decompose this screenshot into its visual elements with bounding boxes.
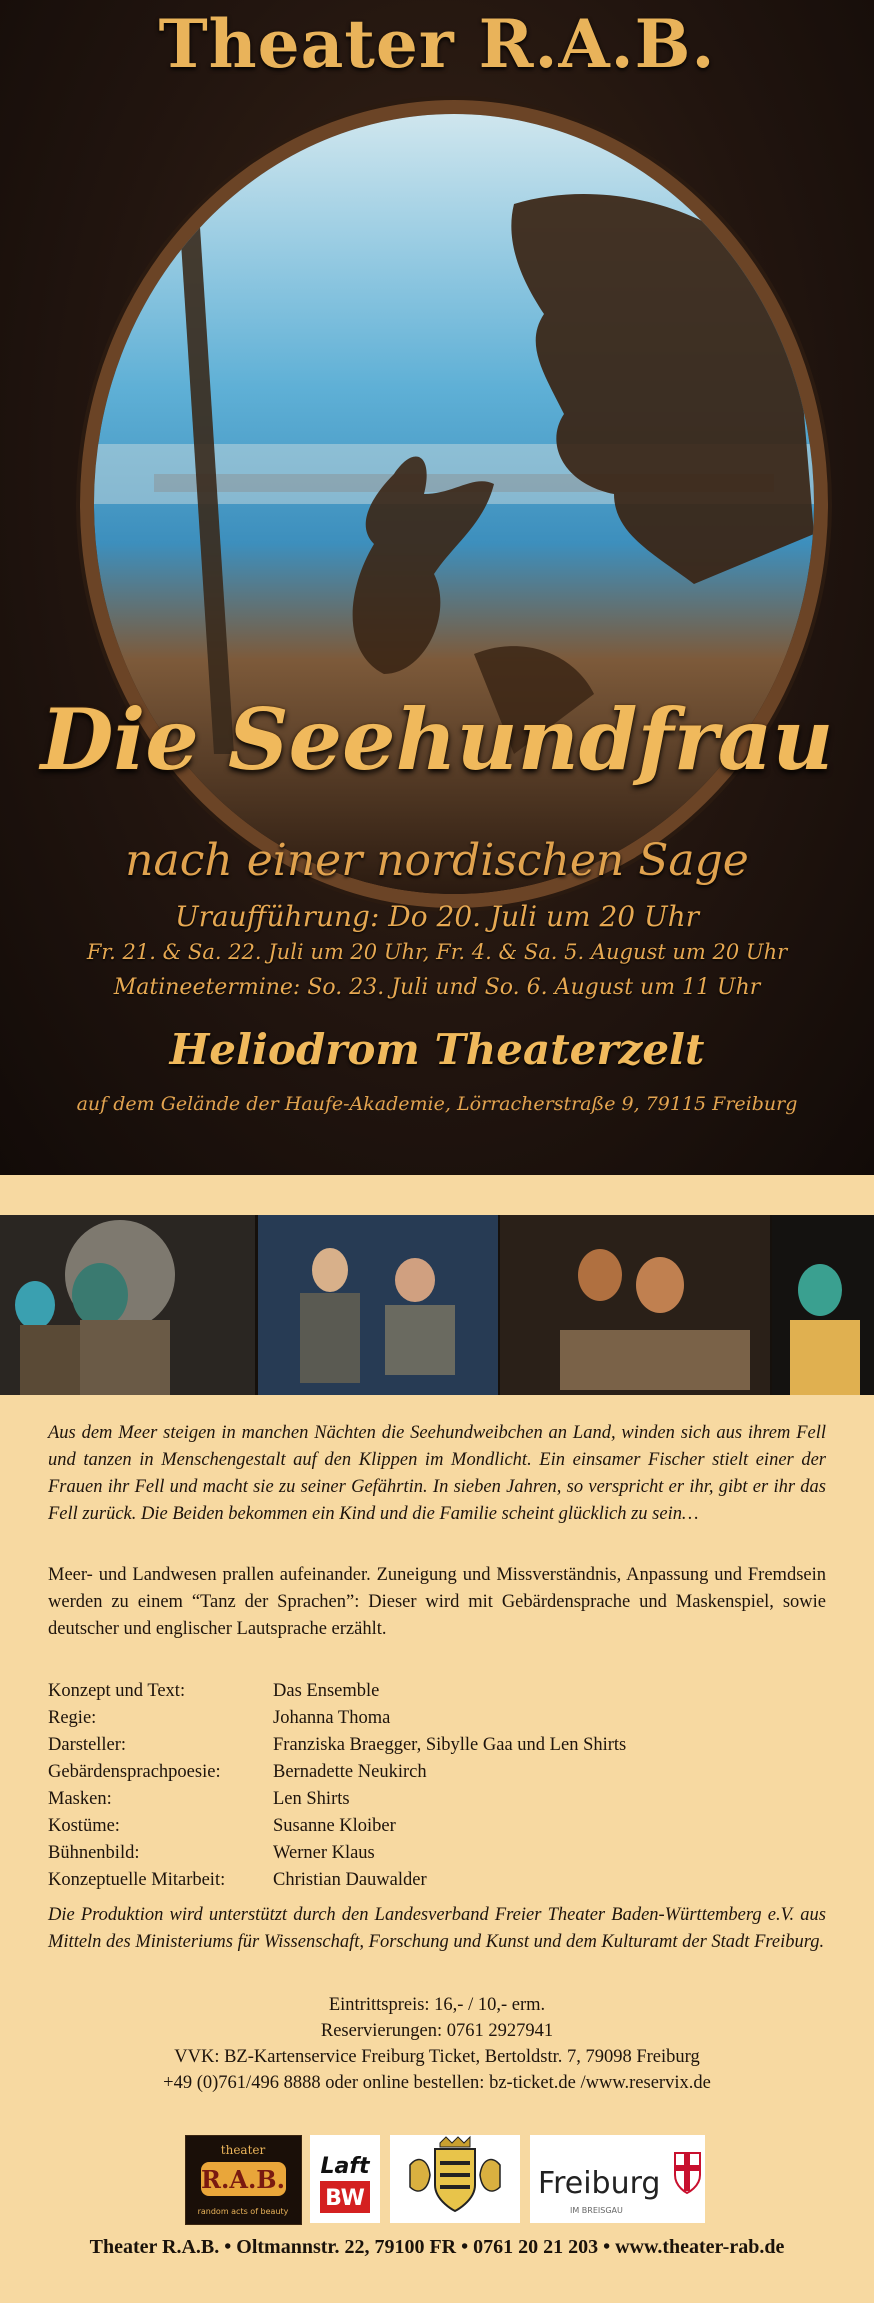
freiburg-logo-sub: IM BREISGAU <box>570 2206 623 2215</box>
credit-role: Konzeptuelle Mitarbeit: <box>48 1870 226 1890</box>
laft-logo-bottom: BW <box>325 2186 365 2211</box>
theater-rab-logo <box>185 2135 302 2225</box>
ticket-info <box>0 1992 874 2096</box>
description-intro: Aus dem Meer steigen in manchen Nächten die Seehundweibchen an Land, winden sich aus ihrem Fell und tanzen in Menschengestalt auf den Klippen im Mondlicht. Ein einsamer Fischer stielt einer der Frauen ihr Fell und macht sie zu seiner Gefährtin. In sieben Jahren, so verspricht er ihr, gibt er ihr das Fell zurück. Die Beiden bekommen ein Kind und die Familie scheint glücklich zu sein… <box>48 1423 826 1524</box>
sponsor-logos <box>185 2135 705 2230</box>
footer-contact: Theater R.A.B. • Oltmannstr. 22, 79100 FR • 0761 20 21 203 • www.theater-rab.de <box>89 2236 785 2258</box>
rab-logo-top: theater <box>220 2143 266 2157</box>
stage-photos <box>0 1215 874 1395</box>
premiere-date: Uraufführung: Do 20. Juli um 20 Uhr <box>174 900 700 933</box>
rab-logo-main: R.A.B. <box>201 2165 285 2194</box>
theater-name: Theater R.A.B. <box>158 5 716 83</box>
play-subtitle: nach einer nordischen Sage <box>125 835 749 886</box>
performance-dates: Fr. 21. & Sa. 22. Juli um 20 Uhr, Fr. 4. & Sa. 5. August um 20 Uhr <box>86 940 788 964</box>
photo-strip <box>0 1215 874 1395</box>
credit-name: Werner Klaus <box>273 1843 375 1863</box>
credit-role: Bühnenbild: <box>48 1843 140 1863</box>
baden-wuerttemberg-crest <box>390 2135 520 2223</box>
credit-row <box>48 1705 826 1732</box>
ticket-online: +49 (0)761/496 8888 oder online bestellen: bz-ticket.de /www.reservix.de <box>163 2073 711 2093</box>
credits-list <box>48 1678 826 1894</box>
ticket-reservation: Reservierungen: 0761 2927941 <box>320 2021 554 2041</box>
credit-name: Johanna Thoma <box>273 1708 391 1728</box>
venue-address: auf dem Gelände der Haufe-Akademie, Lörracherstraße 9, 79115 Freiburg <box>76 1093 798 1115</box>
credit-name: Christian Dauwalder <box>273 1870 427 1890</box>
credit-role: Masken: <box>48 1789 112 1809</box>
credit-role: Darsteller: <box>48 1735 127 1755</box>
credit-row <box>48 1732 826 1759</box>
rab-logo-tagline: random acts of beauty <box>197 2207 289 2216</box>
play-title: Die Seehundfrau <box>40 690 834 789</box>
credit-name: Bernadette Neukirch <box>273 1762 427 1782</box>
credit-row <box>48 1759 826 1786</box>
crest-graphic <box>390 2135 520 2223</box>
credit-name: Len Shirts <box>273 1789 350 1809</box>
support-note: Die Produktion wird unterstützt durch den Landesverband Freier Theater Baden-Württemberg e.V. aus Mitteln des Ministeriums für Wissenschaft, Forschung und Kunst und dem Kulturamt der Stadt Freiburg. <box>48 1905 826 1952</box>
credit-name: Susanne Kloiber <box>273 1816 396 1836</box>
credit-role: Kostüme: <box>48 1816 120 1836</box>
freiburg-logo-text: Freiburg <box>538 2166 661 2201</box>
venue-name: Heliodrom Theaterzelt <box>169 1025 705 1074</box>
ticket-price: Eintrittspreis: 16,- / 10,- erm. <box>328 1995 546 2015</box>
credit-role: Konzept und Text: <box>48 1681 186 1701</box>
matinee-dates: Matineetermine: So. 23. Juli und So. 6. August um 11 Uhr <box>113 975 761 1000</box>
credit-role: Regie: <box>48 1708 97 1728</box>
laft-bw-logo <box>310 2135 380 2223</box>
credit-name: Franziska Braegger, Sibylle Gaa und Len Shirts <box>273 1735 627 1755</box>
credit-role: Gebärdensprachpoesie: <box>48 1762 221 1782</box>
freiburg-logo-graphic <box>530 2135 705 2223</box>
laft-logo-top: Laft <box>320 2154 370 2179</box>
credit-row <box>48 1813 826 1840</box>
credit-row <box>48 1678 826 1705</box>
description-concept: Meer- und Landwesen prallen aufeinander. Zuneigung und Missverständnis, Anpassung und Fremdsein werden zu einem “Tanz der Sprachen”: Dieser wird mit Gebärdensprache und Maskenspiel, sowie deutscher und englischer Lautsprache erzählt. <box>48 1565 826 1639</box>
freiburg-logo <box>530 2135 705 2223</box>
credit-name: Das Ensemble <box>273 1681 380 1701</box>
credit-row <box>48 1840 826 1867</box>
credit-row <box>48 1867 826 1894</box>
rab-logo-graphic <box>186 2136 301 2224</box>
credit-row <box>48 1786 826 1813</box>
ticket-vvk: VVK: BZ-Kartenservice Freiburg Ticket, Bertoldstr. 7, 79098 Freiburg <box>174 2047 700 2067</box>
laft-logo-graphic <box>310 2135 380 2223</box>
